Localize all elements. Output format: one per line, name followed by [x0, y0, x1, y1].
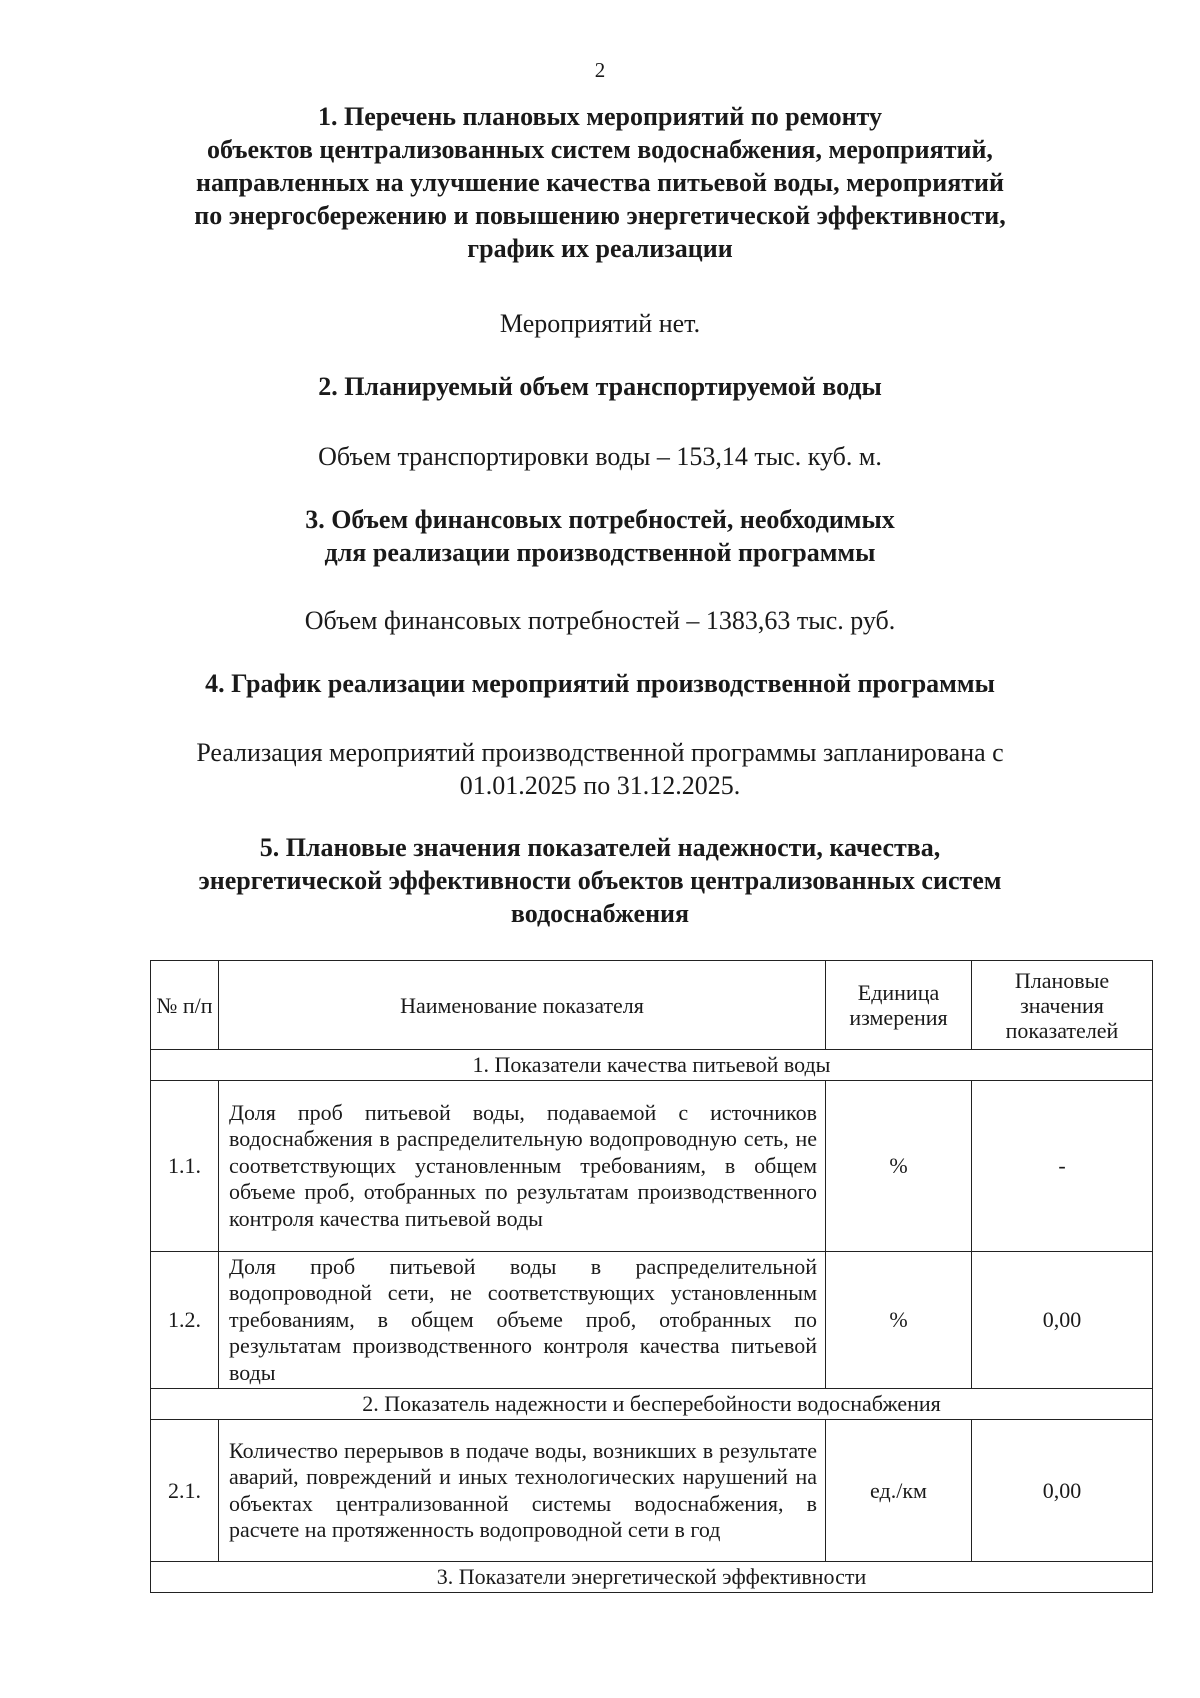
section2-title: 2. Планируемый объем транспортируемой воды — [318, 372, 882, 401]
table-row — [151, 1081, 1153, 1252]
section5-title-line: водоснабжения — [510, 899, 690, 928]
section4-title: 4. График реализации мероприятий производственной программы — [205, 669, 995, 698]
section1-text: Мероприятий нет. — [499, 309, 701, 338]
section3-text: Объем финансовых потребностей – 1383,63 тыс. руб. — [304, 606, 896, 635]
table-group-row — [151, 1562, 1153, 1593]
row-value: 0,00 — [972, 1420, 1153, 1562]
section4-text-line: Реализация мероприятий производственной программы запланирована с — [196, 738, 1004, 767]
section5-title-line: энергетической эффективности объектов централизованных систем — [198, 866, 1002, 895]
section3-title-line: 3. Объем финансовых потребностей, необходимых — [305, 505, 895, 534]
section1-title-line: направленных на улучшение качества питьевой воды, мероприятий — [195, 168, 1005, 197]
group-title-energy: 3. Показатели энергетической эффективности — [151, 1562, 1153, 1593]
table-row — [151, 1252, 1153, 1389]
row-unit: % — [826, 1081, 972, 1252]
group-title-reliability: 2. Показатель надежности и бесперебойности водоснабжения — [151, 1389, 1153, 1420]
section3-title — [120, 503, 1080, 569]
section1-title-line: 1. Перечень плановых мероприятий по ремонту — [318, 102, 882, 131]
row-num: 1.2. — [151, 1252, 219, 1389]
section1-title-line: график их реализации — [467, 234, 733, 263]
section4-text-line: 01.01.2025 по 31.12.2025. — [459, 771, 741, 800]
row-unit: ед./км — [826, 1420, 972, 1562]
row-name: Количество перерывов в подаче воды, возникших в результате аварий, повреждений и иных технологических нарушений на объектах централизованной системы водоснабжения, в расчете на протяженность водопроводной сети в год — [219, 1420, 826, 1562]
row-value: - — [972, 1081, 1153, 1252]
section5-title-line: 5. Плановые значения показателей надежности, качества, — [259, 833, 941, 862]
row-num: 2.1. — [151, 1420, 219, 1562]
row-value: 0,00 — [972, 1252, 1153, 1389]
row-name: Доля проб питьевой воды в распределительной водопроводной сети, не соответствующих установленным требованиям, в общем объеме проб, отобранных по результатам производственного контроля качества питьевой воды — [219, 1252, 826, 1389]
table-header-row — [151, 961, 1153, 1050]
header-unit: Единица измерения — [826, 961, 972, 1050]
section1-title — [120, 100, 1080, 265]
table-group-row — [151, 1050, 1153, 1081]
table-group-row — [151, 1389, 1153, 1420]
group-title-quality: 1. Показатели качества питьевой воды — [151, 1050, 1153, 1081]
header-num: № п/п — [151, 961, 219, 1050]
header-value: Плановые значения показателей — [972, 961, 1153, 1050]
section1-title-line: объектов централизованных систем водоснабжения, мероприятий, — [207, 135, 993, 164]
row-unit: % — [826, 1252, 972, 1389]
row-num: 1.1. — [151, 1081, 219, 1252]
indicators-table — [150, 960, 1153, 1593]
section1-title-line: по энергосбережению и повышению энергетической эффективности, — [194, 201, 1006, 230]
section4-text — [120, 736, 1080, 802]
header-name: Наименование показателя — [219, 961, 826, 1050]
section3-title-line: для реализации производственной программы — [324, 538, 876, 567]
section5-title — [120, 831, 1080, 930]
section2-text: Объем транспортировки воды – 153,14 тыс. куб. м. — [318, 442, 882, 471]
page-number: 2 — [594, 58, 606, 82]
row-name: Доля проб питьевой воды, подаваемой с источников водоснабжения в распределительную водопроводную сеть, не соответствующих установленным требованиям, в общем объеме проб, отобранных по результатам производственного контроля качества питьевой воды — [219, 1081, 826, 1252]
table-row — [151, 1420, 1153, 1562]
